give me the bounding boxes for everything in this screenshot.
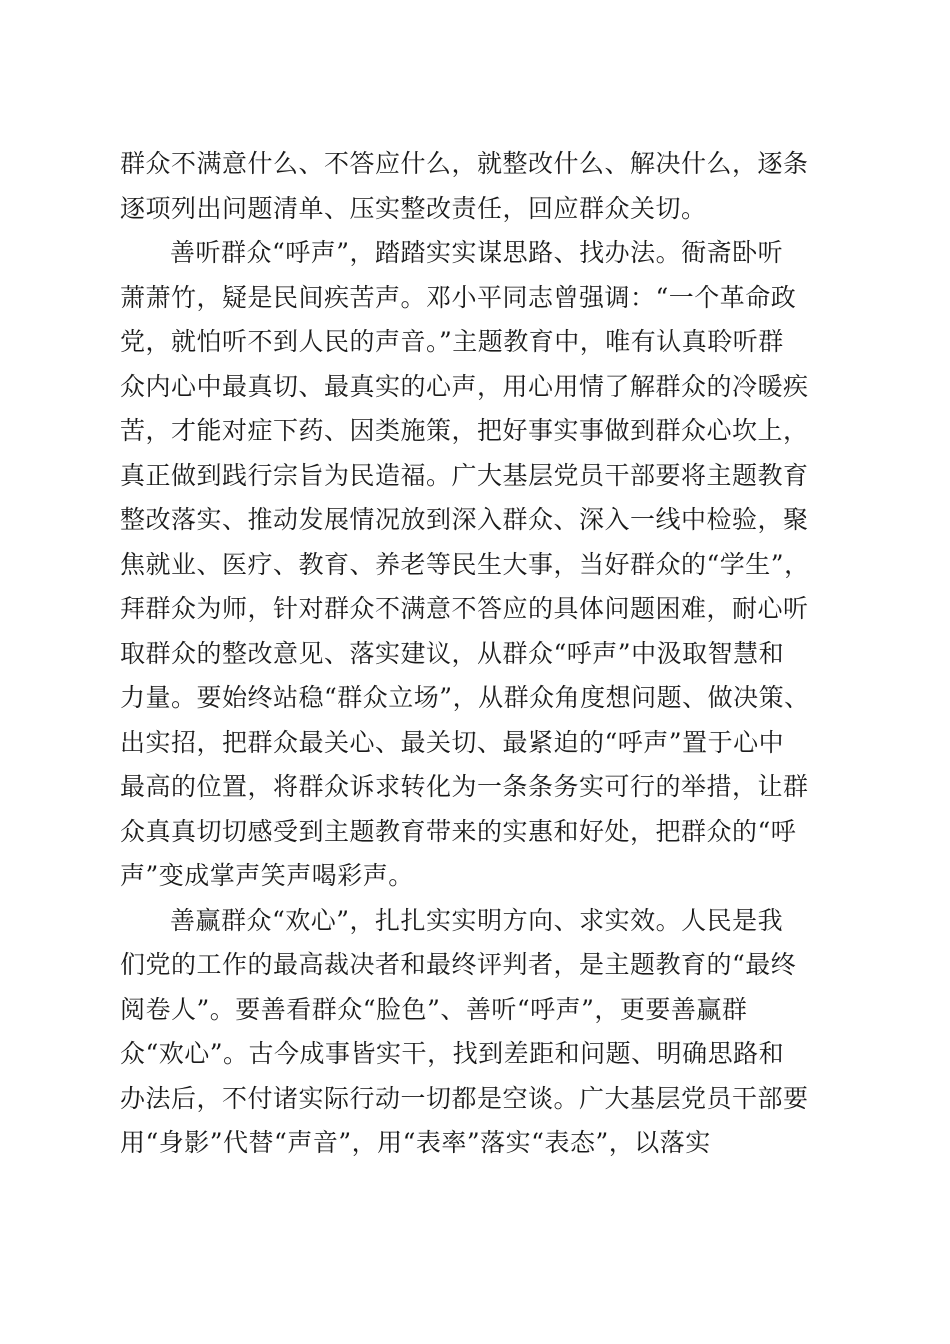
text-line: 出实招，把群众最关心、最关切、最紧迫的“呼声”置于心中 <box>120 727 785 757</box>
text-line: 真正做到践行宗旨为民造福。广大基层党员干部要将主题教育 <box>120 460 809 490</box>
text-line: 萧萧竹，疑是民间疾苦声。邓小平同志曾强调：“一个革命政 <box>120 282 797 312</box>
text-line: 力量。要始终站稳“群众立场”，从群众角度想问题、做决策、 <box>120 683 810 712</box>
text-line: 逐项列出问题清单、压实整改责任，回应群众关切。 <box>120 193 707 223</box>
text-line: 整改落实、推动发展情况放到深入群众、深入一线中检验，聚 <box>120 505 809 534</box>
text-line: 取群众的整改意见、落实建议，从群众“呼声”中汲取智慧和 <box>120 638 785 668</box>
document-body <box>120 142 840 1166</box>
text-line: 众“欢心”。古今成事皆实干，找到差距和问题、明确思路和 <box>120 1039 785 1068</box>
text-line: 办法后，不付诸实际行动一切都是空谈。广大基层党员干部要 <box>120 1083 809 1113</box>
text-line: 拜群众为师，针对群众不满意不答应的具体问题困难，耐心听 <box>120 594 809 623</box>
text-line: 用“身影”代替“声音”，用“表率”落实“表态”，以落实 <box>120 1128 711 1157</box>
paragraph-start-line: 善听群众“呼声”，踏踏实实谋思路、找办法。衙斋卧听 <box>170 238 784 267</box>
text-line: 声”变成掌声笑声喝彩声。 <box>120 861 414 890</box>
text-line: 苦，才能对症下药、因类施策，把好事实事做到群众心坎上， <box>120 416 809 445</box>
text-line: 焦就业、医疗、教育、养老等民生大事，当好群众的“学生”， <box>120 549 810 579</box>
text-line: 们党的工作的最高裁决者和最终评判者，是主题教育的“最终 <box>120 950 797 979</box>
text-line: 最高的位置，将群众诉求转化为一条条务实可行的举措，让群 <box>120 772 809 801</box>
text-line: 阅卷人”。要善看群众“脸色”、善听“呼声”，更要善赢群 <box>120 994 748 1024</box>
text-line: 群众不满意什么、不答应什么，就整改什么、解决什么，逐条 <box>120 149 809 178</box>
text-line: 党，就怕听不到人民的声音。”主题教育中，唯有认真聆听群 <box>120 327 784 356</box>
text-line: 众内心中最真切、最真实的心声，用心用情了解群众的冷暖疾 <box>120 371 809 401</box>
text-line: 众真真切切感受到主题教育带来的实惠和好处，把群众的“呼 <box>120 816 797 846</box>
paragraph-start-line: 善赢群众“欢心”，扎扎实实明方向、求实效。人民是我 <box>170 905 784 935</box>
